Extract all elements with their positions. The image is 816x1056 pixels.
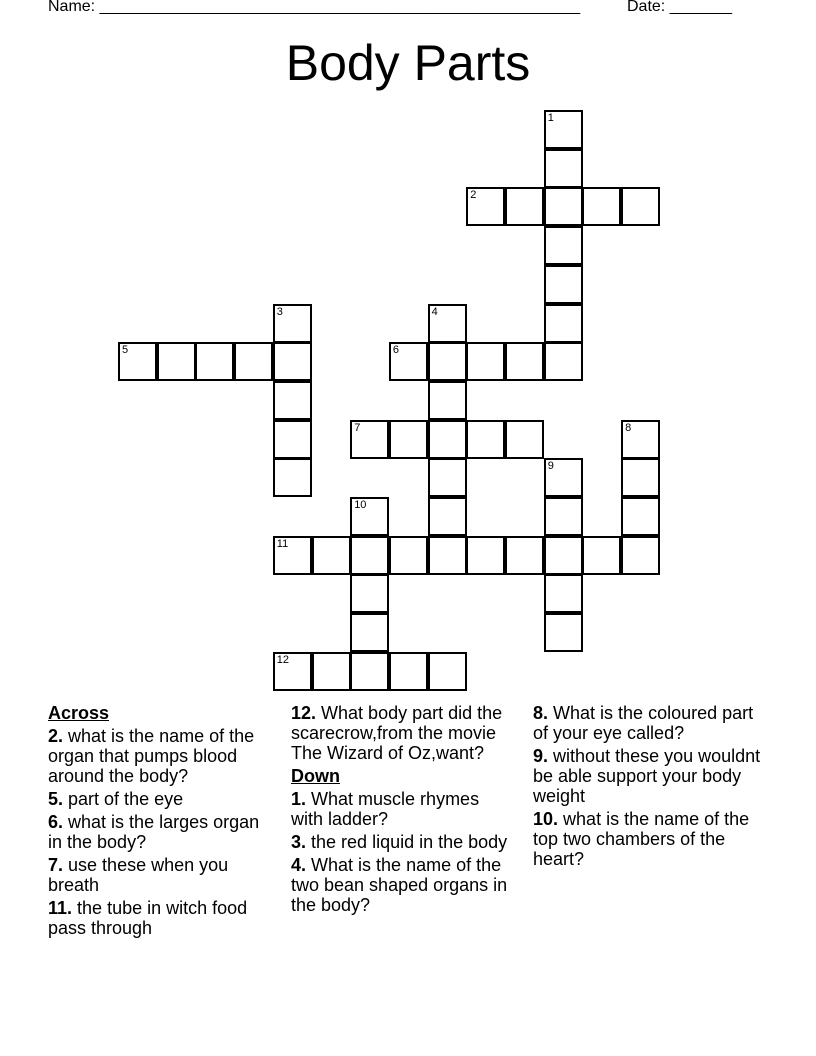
grid-cell[interactable] bbox=[544, 304, 583, 343]
grid-cell[interactable] bbox=[273, 420, 312, 459]
cell-number: 1 bbox=[547, 112, 554, 124]
grid-cell[interactable] bbox=[118, 342, 157, 381]
clue-down-8: 8. What is the coloured part of your eye called? bbox=[533, 703, 754, 743]
grid-cell[interactable] bbox=[582, 187, 621, 226]
grid-cell[interactable] bbox=[428, 497, 467, 536]
cell-number: 6 bbox=[392, 344, 400, 357]
name-blank[interactable]: ______________________________________________________ bbox=[99, 0, 581, 15]
grid-cell[interactable] bbox=[312, 536, 351, 575]
clue-across-2: 2. what is the name of the organ that pumps blood around the body? bbox=[48, 726, 255, 786]
grid-cell[interactable] bbox=[505, 536, 544, 575]
grid-cell[interactable] bbox=[544, 265, 583, 304]
grid-cell[interactable] bbox=[544, 342, 583, 381]
grid-cell[interactable] bbox=[621, 420, 660, 459]
cell-number: 2 bbox=[470, 189, 477, 202]
grid-cell[interactable] bbox=[350, 652, 389, 691]
grid-cell[interactable] bbox=[350, 613, 389, 652]
date-blank[interactable]: _______ bbox=[669, 0, 732, 15]
grid-cell[interactable] bbox=[273, 381, 312, 420]
grid-cell[interactable] bbox=[389, 652, 428, 691]
grid-cell[interactable] bbox=[466, 342, 505, 381]
grid-cell[interactable] bbox=[466, 420, 505, 459]
cell-number: 7 bbox=[354, 421, 361, 434]
grid-cell[interactable] bbox=[273, 458, 312, 497]
clue-across-5: 5. part of the eye bbox=[48, 789, 184, 809]
grid-cell[interactable] bbox=[389, 420, 428, 459]
grid-cell[interactable] bbox=[428, 304, 467, 343]
grid-cell[interactable] bbox=[195, 342, 234, 381]
grid-cell[interactable] bbox=[466, 187, 505, 226]
grid-cell[interactable] bbox=[544, 497, 583, 536]
clue-down-9: 9. without these you wouldnt be able support your body weight bbox=[533, 746, 761, 806]
clue-down-3: 3. the red liquid in the body bbox=[291, 832, 508, 852]
grid-cell[interactable] bbox=[312, 652, 351, 691]
grid-cell[interactable] bbox=[544, 458, 583, 497]
grid-cell[interactable] bbox=[428, 381, 467, 420]
grid-cell[interactable] bbox=[544, 149, 583, 188]
grid-cell[interactable] bbox=[466, 536, 505, 575]
grid-cell[interactable] bbox=[389, 342, 428, 381]
grid-cell[interactable] bbox=[505, 342, 544, 381]
clue-across-12: 12. What body part did the scarecrow,from the movie The Wizard of Oz,want? bbox=[291, 703, 503, 763]
grid-cell[interactable] bbox=[544, 226, 583, 265]
cell-number: 4 bbox=[431, 305, 438, 318]
cell-number: 11 bbox=[276, 537, 289, 550]
clue-across-6: 6. what is the larges organ in the body? bbox=[48, 812, 260, 852]
grid-cell[interactable] bbox=[544, 110, 583, 149]
clues-column-3 bbox=[533, 703, 768, 872]
grid-cell[interactable] bbox=[428, 458, 467, 497]
grid-cell[interactable] bbox=[234, 342, 273, 381]
grid-cell[interactable] bbox=[157, 342, 196, 381]
name-label: Name: bbox=[48, 0, 96, 15]
clue-down-10: 10. what is the name of the top two chambers of the heart? bbox=[533, 809, 750, 869]
grid-cell[interactable] bbox=[389, 536, 428, 575]
grid-cell[interactable] bbox=[428, 652, 467, 691]
grid-cell[interactable] bbox=[505, 187, 544, 226]
grid-cell[interactable] bbox=[350, 420, 389, 459]
grid-cell[interactable] bbox=[621, 497, 660, 536]
clues-column-2 bbox=[291, 703, 516, 918]
grid-cell[interactable] bbox=[621, 458, 660, 497]
grid-cell[interactable] bbox=[428, 342, 467, 381]
grid-cell[interactable] bbox=[544, 187, 583, 226]
grid-cell[interactable] bbox=[273, 304, 312, 343]
grid-cell[interactable] bbox=[273, 342, 312, 381]
down-heading: Down bbox=[291, 766, 340, 786]
clues-column-1 bbox=[48, 703, 273, 941]
grid-cell[interactable] bbox=[350, 497, 389, 536]
grid-cell[interactable] bbox=[505, 420, 544, 459]
grid-cell[interactable] bbox=[621, 536, 660, 575]
clue-across-7: 7. use these when you breath bbox=[48, 855, 229, 895]
grid-cell[interactable] bbox=[621, 187, 660, 226]
cell-number: 3 bbox=[276, 305, 283, 318]
grid-cell[interactable] bbox=[428, 420, 467, 459]
grid-cell[interactable] bbox=[544, 574, 583, 613]
grid-cell[interactable] bbox=[544, 613, 583, 652]
clue-down-4: 4. What is the name of the two bean shaped organs in the body? bbox=[291, 855, 508, 915]
grid-cell[interactable] bbox=[350, 574, 389, 613]
clue-down-1: 1. What muscle rhymes with ladder? bbox=[291, 789, 480, 829]
date-label: Date: bbox=[627, 0, 666, 15]
cell-number: 12 bbox=[276, 653, 290, 666]
cell-number: 10 bbox=[354, 499, 367, 511]
page-title: Body Parts bbox=[285, 35, 531, 91]
grid-cell[interactable] bbox=[273, 652, 312, 691]
grid-cell[interactable] bbox=[544, 536, 583, 575]
clue-across-11: 11. the tube in witch food pass through bbox=[48, 898, 248, 938]
cell-number: 9 bbox=[547, 460, 554, 473]
grid-cell[interactable] bbox=[582, 536, 621, 575]
cell-number: 5 bbox=[122, 344, 129, 357]
cell-number: 8 bbox=[625, 421, 632, 434]
grid-cell[interactable] bbox=[350, 536, 389, 575]
across-heading: Across bbox=[48, 703, 110, 723]
grid-cell[interactable] bbox=[273, 536, 312, 575]
grid-cell[interactable] bbox=[428, 536, 467, 575]
